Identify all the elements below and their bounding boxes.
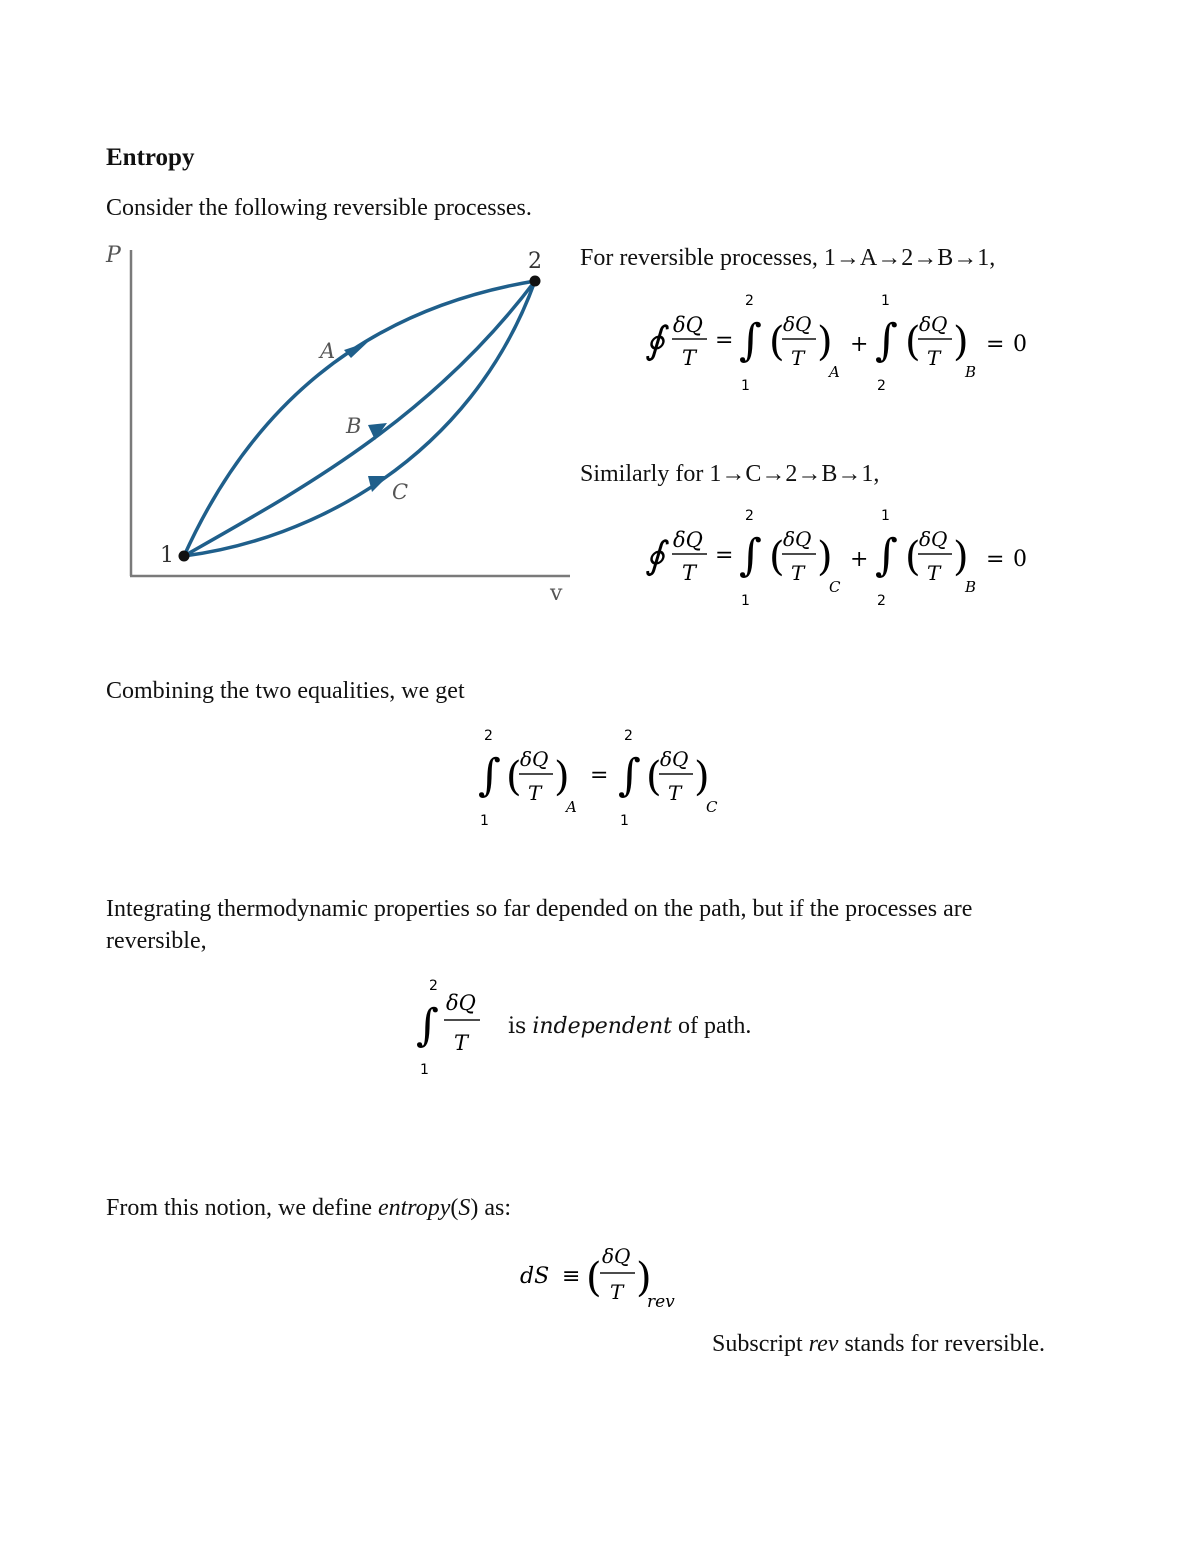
eq1-b-num: δQ (919, 312, 948, 336)
intro-text: Consider the following reversible processes. (106, 195, 532, 221)
eq5-ds: dS (520, 1264, 550, 1289)
eq2-sub-b: B (965, 578, 977, 596)
eq1-plus: + (850, 332, 869, 357)
integral-symbol: ∫ (875, 530, 898, 581)
eq3-c-num: δQ (660, 747, 689, 771)
define-paren-open: ( (450, 1195, 459, 1221)
eq3-int1-lower: 1 (480, 813, 489, 829)
eq1-denominator: T (682, 346, 697, 370)
eq1-equals: = (715, 328, 734, 353)
eq5-den: T (610, 1280, 624, 1304)
equation-entropy-definition (510, 1235, 700, 1315)
point-2-label: 2 (528, 249, 542, 274)
paren: ) (636, 1255, 652, 1301)
eq2-numerator: δQ (673, 528, 703, 552)
eq3-c-den: T (668, 781, 682, 805)
eq2-equals: = (715, 543, 734, 568)
eq2-int1-lower: 1 (741, 593, 750, 609)
eq5-equiv: ≡ (562, 1264, 581, 1289)
v-axis-label: v (550, 581, 563, 606)
right-text-1: For reversible processes, 1→A→2→B→1, (580, 245, 996, 271)
paren: ) (953, 534, 969, 580)
independent-is: is (508, 1014, 527, 1039)
eq2-plus: + (850, 547, 869, 572)
path-c-label: C (392, 480, 409, 504)
eq3-sub-c: C (706, 798, 718, 816)
paren: ( (905, 319, 921, 365)
eq1-int1-upper: 2 (745, 293, 754, 309)
eq3-int1-upper: 2 (484, 728, 493, 744)
eq1-int1-lower: 1 (741, 378, 750, 394)
eq2-zero: 0 (1013, 547, 1027, 572)
subscript-note (712, 1328, 1045, 1360)
integral-symbol: ∫ (416, 1000, 439, 1051)
eq2-b-num: δQ (919, 527, 948, 551)
pv-diagram (100, 240, 580, 610)
eq2-denominator: T (682, 561, 697, 585)
point-1-label: 1 (160, 543, 174, 568)
eq1-numerator: δQ (673, 313, 703, 337)
integral-symbol: ∫ (875, 315, 898, 366)
define-entropy-text (106, 1192, 511, 1224)
cyclic-integral-symbol: ∮ (645, 318, 665, 362)
path-b-label: B (346, 414, 362, 438)
eq5-sub-rev: rev (647, 1292, 675, 1312)
paren: ) (554, 754, 570, 800)
integral-symbol: ∫ (739, 315, 762, 366)
right-text-2: Similarly for 1→C→2→B→1, (580, 461, 880, 487)
paren: ) (694, 754, 710, 800)
paren: ) (953, 319, 969, 365)
p-axis-label: P (106, 243, 121, 268)
define-prefix: From this notion, we define (106, 1195, 372, 1221)
integral-symbol: ∫ (739, 530, 762, 581)
independent-word: independent (532, 1014, 673, 1039)
cyclic-integral-symbol: ∮ (645, 533, 665, 577)
independent-text (508, 1010, 751, 1043)
equation-path-independent (410, 970, 500, 1080)
path-c-arrow (368, 476, 388, 492)
paren: ( (769, 534, 785, 580)
paren: ( (769, 319, 785, 365)
equation-cycle-cb (640, 500, 1040, 615)
paren: ( (506, 754, 522, 800)
eq2-sub-c: C (829, 578, 841, 596)
eq1-equals-2: = (986, 332, 1005, 357)
subscript-prefix: Subscript (712, 1331, 803, 1357)
independent-rest: of path. (678, 1013, 752, 1039)
integral-symbol: ∫ (478, 750, 501, 801)
point-1-marker (179, 551, 190, 562)
eq1-sub-a: A (829, 363, 840, 381)
define-symbol: S (458, 1195, 471, 1221)
integral-symbol: ∫ (618, 750, 641, 801)
eq3-int2-lower: 1 (620, 813, 629, 829)
eq1-zero: 0 (1013, 332, 1027, 357)
eq2-b-den: T (927, 561, 941, 585)
equation-equality (470, 720, 740, 835)
eq1-sub-b: B (965, 363, 977, 381)
paren: ( (586, 1255, 602, 1301)
combining-text: Combining the two equalities, we get (106, 678, 465, 704)
eq4-num: δQ (446, 991, 476, 1015)
eq4-upper: 2 (429, 978, 438, 994)
eq1-b-den: T (927, 346, 941, 370)
paren: ) (817, 319, 833, 365)
eq1-int2-upper: 1 (881, 293, 890, 309)
point-2-marker (530, 276, 541, 287)
eq2-int2-lower: 2 (877, 593, 886, 609)
eq4-lower: 1 (420, 1062, 429, 1078)
eq3-equals: = (590, 763, 609, 788)
eq3-int2-upper: 2 (624, 728, 633, 744)
eq2-int1-upper: 2 (745, 508, 754, 524)
eq2-int2-upper: 1 (881, 508, 890, 524)
page-title: Entropy (106, 144, 195, 171)
eq1-a-num: δQ (783, 312, 812, 336)
eq3-a-den: T (528, 781, 542, 805)
eq4-den: T (454, 1031, 469, 1055)
subscript-suffix: stands for reversible. (844, 1331, 1046, 1357)
define-suffix: ) as: (470, 1195, 512, 1221)
equation-cycle-ab (640, 285, 1040, 400)
eq2-c-num: δQ (783, 527, 812, 551)
integrating-line-1: Integrating thermodynamic properties so far depended on the path, but if the processes are (106, 896, 973, 922)
eq2-equals-2: = (986, 547, 1005, 572)
path-a-label: A (320, 339, 336, 363)
paren: ( (905, 534, 921, 580)
eq1-int2-lower: 2 (877, 378, 886, 394)
paren: ( (646, 754, 662, 800)
eq3-a-num: δQ (520, 747, 549, 771)
subscript-term: rev (808, 1331, 839, 1357)
eq1-a-den: T (791, 346, 805, 370)
eq2-c-den: T (791, 561, 805, 585)
path-a-arrow (344, 342, 368, 358)
define-term: entropy (377, 1195, 451, 1221)
eq5-num: δQ (602, 1244, 631, 1268)
integrating-line-2: reversible, (106, 928, 207, 954)
eq3-sub-a: A (566, 798, 577, 816)
paren: ) (817, 534, 833, 580)
